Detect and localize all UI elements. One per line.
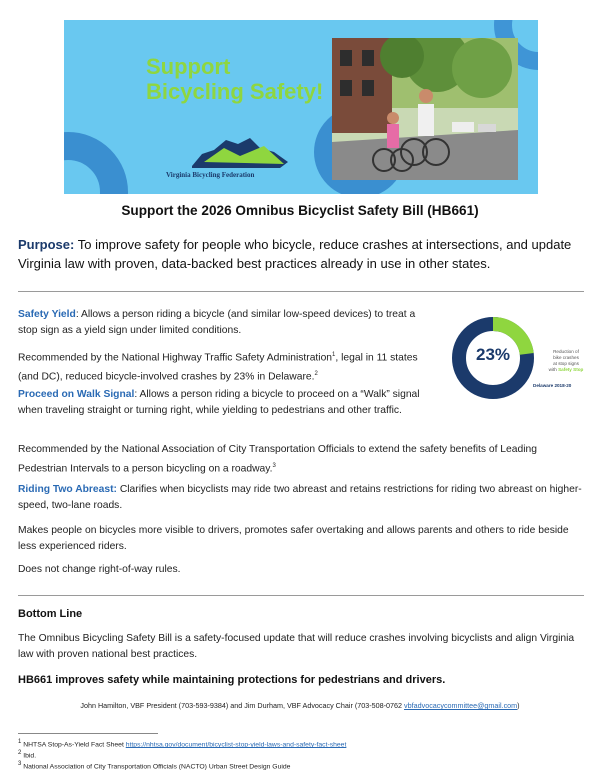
- banner-headline-line1: Support: [146, 54, 231, 79]
- contact-email-link[interactable]: vbfadvocacycommittee@gmail.com: [404, 701, 518, 710]
- footnote-1-text: NHTSA Stop-As-Yield Fact Sheet: [23, 741, 126, 749]
- footnote-ref: 3: [272, 463, 276, 469]
- safety-yield-rec-a: Recommended by the National Highway Traffic Safety Administration: [18, 352, 333, 364]
- footnote-number: 3: [18, 761, 22, 767]
- footnote-1-link[interactable]: https://nhtsa.gov/document/bicyclist-stop-yield-laws-and-safety-fact-sheet: [125, 741, 347, 749]
- donut-caption-line: Reduction of: [553, 349, 579, 354]
- safety-yield-recommendation: [18, 347, 433, 386]
- donut-source: Delaware 2018-20: [533, 383, 572, 388]
- purpose-text: To improve safety for people who bicycle, reduce crashes at intersections, and update Virginia law with proven, data-backed best practices already in use in other states.: [18, 237, 572, 271]
- walk-signal-text: : Allows a person riding a bicycle to proceed on a “Walk” signal when traveling straight or turning right, while yielding to pedestrians and other traffic.: [18, 389, 420, 416]
- walk-signal-paragraph: [18, 387, 433, 419]
- virginia-map-logo: [184, 132, 294, 172]
- purpose-label: Purpose:: [18, 237, 75, 252]
- two-abreast-heading: Riding Two Abreast:: [18, 484, 117, 495]
- two-abreast-text: Clarifies when bicyclists may ride two abreast and retains restrictions for riding two abreast on higher-speed, two-lane roads.: [18, 484, 582, 511]
- safety-yield-paragraph: [18, 307, 433, 339]
- safety-yield-text: : Allows a person riding a bicycle (and similar low-speed devices) to treat a stop sign as a yield sign under limited conditions.: [18, 309, 416, 336]
- two-abreast-benefit: Makes people on bicycles more visible to drivers, promotes safer overtaking and allows parents and others to ride beside less experienced riders.: [18, 525, 569, 552]
- bottom-line-text: The Omnibus Bicycling Safety Bill is a safety-focused update that will reduce crashes involving bicyclists and align Virginia law with proven national best practices.: [18, 633, 575, 660]
- contact-text: John Hamilton, VBF President (703-593-9384) and Jim Durham, VBF Advocacy Chair (703-508-0762: [80, 701, 405, 710]
- contact-close: ): [517, 701, 520, 710]
- contact-line: [0, 701, 600, 710]
- purpose-paragraph: [18, 236, 584, 273]
- document-title: Support the 2026 Omnibus Bicyclist Safety Bill (HB661): [121, 203, 479, 218]
- walk-signal-heading: Proceed on Walk Signal: [18, 389, 135, 400]
- footnote-number: 1: [18, 739, 22, 745]
- bottom-line-heading: Bottom Line: [18, 608, 83, 620]
- safety-yield-rec-b: , legal in 11 states (and DC), reduced bicycle-involved crashes by 23% in Delaware.: [18, 352, 418, 383]
- donut-percent: 23%: [475, 345, 511, 364]
- walk-signal-rec: Recommended by the National Association of City Transportation Officials to extend the safety benefits of Leading Pedestrian Intervals to a person bicycling on a roadway.: [18, 444, 537, 475]
- footnote-3-text: National Association of City Transportation Officials (NACTO) Urban Street Design Guide: [23, 763, 291, 771]
- footnote-divider: [18, 733, 158, 734]
- donut-caption-text: with: [548, 367, 559, 372]
- decorative-ring: [64, 132, 128, 194]
- donut-caption-highlight: Safety Stop: [558, 367, 584, 372]
- section-divider: [18, 291, 584, 292]
- footnote-number: 2: [18, 750, 22, 756]
- two-abreast-paragraph: [18, 482, 586, 514]
- section-divider: [18, 595, 584, 596]
- footnote-2-text: Ibid.: [23, 752, 37, 760]
- donut-caption-line: at stop signs: [553, 361, 579, 366]
- safety-yield-heading: Safety Yield: [18, 309, 76, 320]
- footnote-3: [18, 761, 290, 770]
- bottom-line-summary: HB661 improves safety while maintaining protections for pedestrians and drivers.: [18, 674, 446, 686]
- org-name: Virginia Bicycling Federation: [166, 171, 255, 179]
- footnote-ref: 1: [332, 352, 336, 358]
- donut-caption: [543, 349, 589, 373]
- footnote-ref: 2: [314, 371, 318, 378]
- donut-caption-line: [543, 367, 589, 373]
- donut-caption-line: bike crashes: [553, 355, 579, 360]
- cyclists-photo: [332, 38, 518, 180]
- footnote-2: [18, 750, 36, 759]
- walk-signal-recommendation: [18, 442, 586, 477]
- header-banner: [64, 20, 538, 194]
- two-abreast-note: Does not change right-of-way rules.: [18, 564, 181, 575]
- footnote-1: [18, 739, 346, 748]
- banner-headline-line2: Bicycling Safety!: [146, 79, 324, 104]
- banner-headline: [146, 54, 323, 104]
